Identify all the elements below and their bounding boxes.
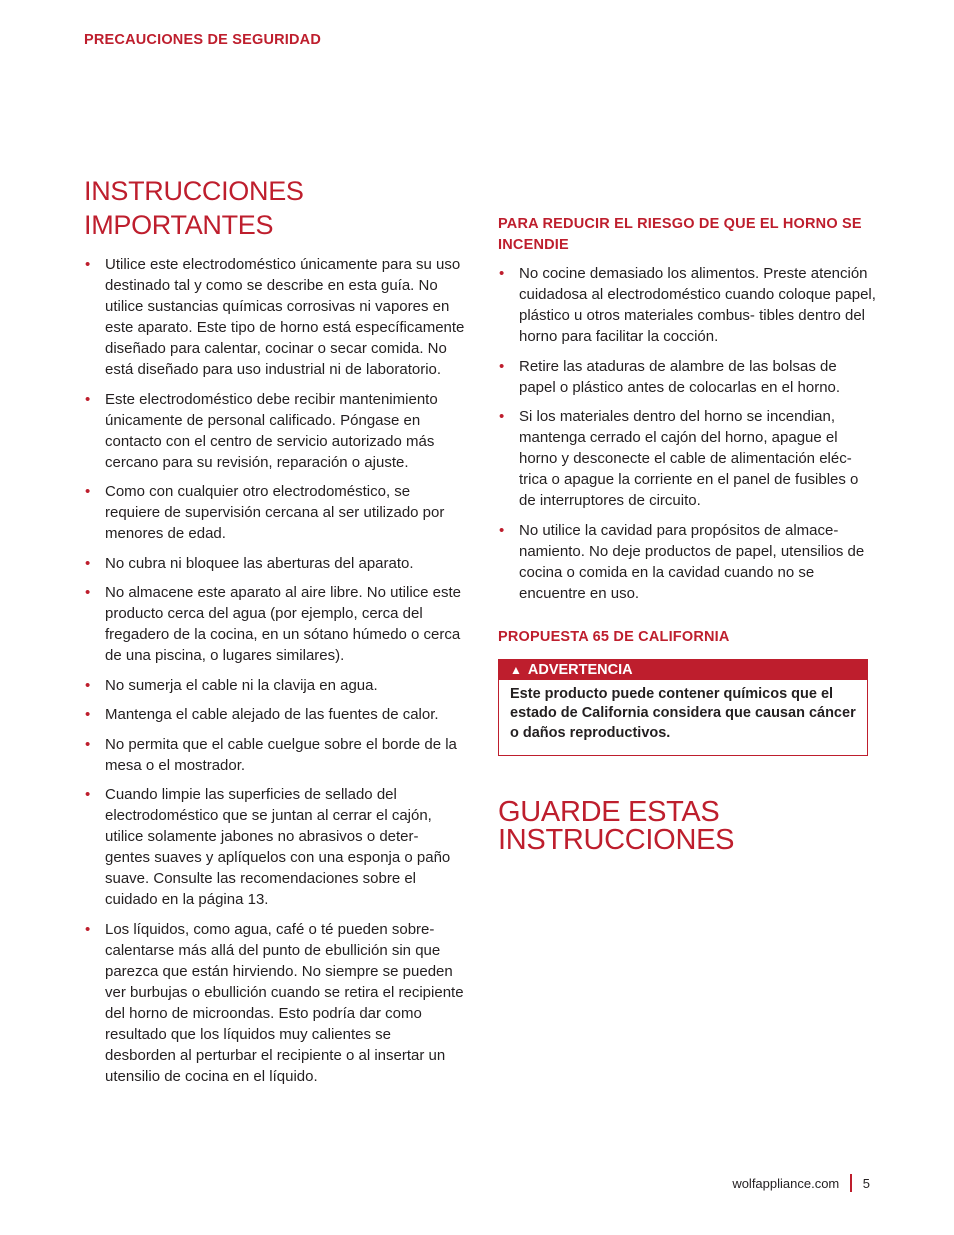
list-item [498, 356, 876, 398]
list-item [498, 263, 876, 347]
list-item-text: Mantenga el cable alejado de las fuentes de calor. [105, 706, 439, 723]
fire-risk-heading: PARA REDUCIR EL RIESGO DE QUE EL HORNO SE INCENDIE [498, 216, 862, 253]
bullet-icon: • [85, 706, 91, 723]
bullet-icon: • [499, 521, 505, 539]
bullet-icon: • [85, 920, 91, 938]
list-item [498, 520, 876, 604]
list-item-text: No cocine demasiado los alimentos. Preste atención cuidadosa al electrodoméstico cuando coloque papel, plástico u otros materiales combus- tibles dentro del horno para facilitar la cocción. [519, 265, 876, 345]
bullet-icon: • [499, 357, 505, 375]
list-item-text: Utilice este electrodoméstico únicamente para su uso destinado tal y como se describe en esta guía. No utilice sustancias químicas corrosivas ni vapores en este aparato. Este tipo de horno está específicamente diseñado para calentar, cocinar o secar comida. No está diseñado para uso industrial ni de laboratorio. [105, 256, 465, 378]
right-column [498, 214, 876, 854]
list-item-text: Cuando limpie las superficies de sellado del electrodoméstico que se juntan al cerrar el cajón, utilice solamente jabones no abrasivos o deter- gentes suaves y aplíquelos con una esponja o paño suave. Consulte las recomendaciones sobre el cuidado en la página 13. [105, 786, 451, 908]
list-item [84, 919, 466, 1087]
bullet-icon: • [499, 408, 505, 425]
list-item [84, 734, 466, 776]
list-item-text: No cubra ni bloquee las aberturas del aparato. [105, 554, 414, 572]
list-item [84, 704, 466, 725]
bullet-icon: • [85, 735, 91, 753]
section-label: PRECAUCIONES DE SEGURIDAD [84, 32, 322, 48]
list-item-text: Retire las ataduras de alambre de las bolsas de papel o plástico antes de colocarlas en el horno. [519, 357, 841, 396]
important-instructions-list [84, 254, 466, 1087]
website-link[interactable]: wolfappliance.com [732, 1175, 840, 1191]
list-item [84, 553, 466, 574]
list-item-text: Si los materiales dentro del horno se incendian, mantenga cerrado el cajón del horno, apague el horno y desconecte el cable de alimentación eléc- trica o apague la corriente en el panel de fusibles o de interruptores de circuito. [519, 408, 859, 509]
save-instructions-title [498, 798, 876, 854]
bullet-icon: • [499, 265, 505, 282]
footer-divider [850, 1174, 852, 1192]
bullet-icon: • [85, 554, 91, 572]
list-item-text: Este electrodoméstico debe recibir mantenimiento únicamente de personal calificado. Póngase en contacto con el centro de servicio autorizado más cercano para su revisión, reparación o ajuste. [105, 390, 438, 471]
important-instructions-column [84, 174, 466, 1095]
list-item-text: Como con cualquier otro electrodoméstico, se requiere de supervisión cercana al ser utilizado por menores de edad. [105, 483, 445, 542]
list-item [84, 389, 466, 473]
bullet-icon: • [85, 676, 91, 694]
list-item [84, 582, 466, 666]
bullet-icon: • [85, 256, 91, 273]
warning-box [498, 659, 868, 757]
list-item [84, 481, 466, 544]
bullet-icon: • [85, 584, 91, 601]
warning-label: ADVERTENCIA [527, 661, 633, 678]
list-item [84, 784, 466, 910]
list-item-text: No sumerja el cable ni la clavija en agua. [105, 676, 378, 694]
prop65-heading: PROPUESTA 65 DE CALIFORNIA [498, 628, 730, 645]
bullet-icon: • [85, 390, 91, 408]
bullet-icon: • [85, 483, 91, 500]
save-title-line-2: INSTRUCCIONES [498, 824, 735, 856]
warning-header [499, 660, 867, 680]
list-item [498, 406, 876, 511]
warning-text: Este producto puede contener químicos que el estado de California considera que causan cáncer o daños reproductivos. [510, 685, 856, 741]
list-item [84, 675, 466, 696]
warning-triangle-icon: ▲ [510, 662, 522, 677]
page-footer [732, 1174, 870, 1192]
page-title: INSTRUCCIONES IMPORTANTES [84, 176, 304, 240]
list-item-text: Los líquidos, como agua, café o té pueden sobre- calentarse más allá del punto de ebullición sin que parezca que están hirviendo. No siempre se pueden ver burbujas o ebullición cuando se retira el recipiente del horno de microondas. Esto podría dar como resultado que los líquidos muy calientes se desborden al perturbar el recipiente o al insertar un utensilio de cocina en el líquido. [105, 920, 464, 1085]
list-item-text: No utilice la cavidad para propósitos de almace- namiento. No deje productos de papel, utensilios de cocina o comida en la cavidad cuando no se encuentre en uso. [519, 521, 865, 602]
save-title-line-1: GUARDE ESTAS [498, 796, 720, 828]
list-item [84, 254, 466, 380]
bullet-icon: • [85, 786, 91, 803]
fire-risk-list [498, 263, 876, 604]
list-item-text: No almacene este aparato al aire libre. No utilice este producto cerca del agua (por ejemplo, cerca del fregadero de la cocina, en un sótano húmedo o cerca de una piscina, o lugares similares). [105, 584, 462, 664]
page-number: 5 [862, 1175, 870, 1191]
list-item-text: No permita que el cable cuelgue sobre el borde de la mesa o el mostrador. [105, 735, 457, 774]
